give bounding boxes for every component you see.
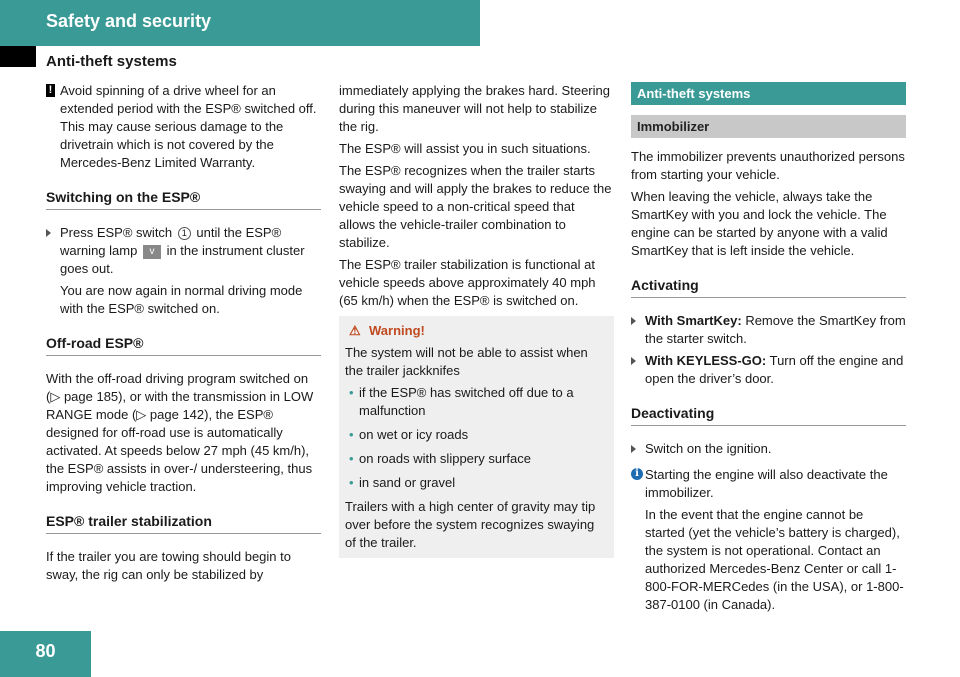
info-note — [631, 466, 906, 502]
page-number: 80 — [0, 631, 91, 677]
step-arrow-icon — [631, 317, 636, 325]
warning-item — [345, 384, 608, 420]
warning-title — [345, 322, 608, 340]
warning-footer: Trailers with a high center of gravity may tip over before the system recognizes swaying of the trailer. — [345, 499, 596, 550]
heading-deactivating: Deactivating — [631, 404, 906, 426]
warning-item — [345, 426, 608, 444]
warning-triangle-icon: ⚠ — [349, 323, 361, 338]
immobilizer-text-2: When leaving the vehicle, always take the SmartKey with you and lock the vehicle. The engine can be started by anyone with a valid SmartKey that is left inside the vehicle. — [631, 189, 888, 258]
step-text-b: until the ESP® warning lamp — [60, 225, 282, 258]
step-text: Turn off the engine and open the driver’s door. — [645, 353, 904, 386]
column-1 — [46, 82, 321, 588]
immobilizer-text-1: The immobilizer prevents unauthorized persons from starting your vehicle. — [631, 149, 905, 182]
col2-paragraph-1: immediately applying the brakes hard. Steering during this maneuver will not help to stabilize the rig. — [339, 83, 610, 134]
warning-title-text: Warning! — [369, 323, 425, 338]
column-2 — [339, 82, 614, 558]
column-3 — [631, 82, 906, 618]
heading-switching-on-esp: Switching on the ESP® — [46, 188, 321, 210]
col2-paragraph-3: The ESP® recognizes when the trailer starts swaying and will apply the brakes to reduce the vehicle speed to a non-critical speed that allows the vehicle-trailer combination to stabilize. — [339, 163, 612, 250]
warning-item — [345, 450, 608, 468]
step-text-a: Press ESP® switch — [60, 225, 173, 240]
col2-paragraph-2: The ESP® will assist you in such situations. — [339, 141, 591, 156]
step-arrow-icon — [631, 445, 636, 453]
step-text: Switch on the ignition. — [645, 441, 772, 456]
esp-warning-lamp-icon: v — [143, 245, 161, 259]
heading-activating: Activating — [631, 276, 906, 298]
info-text-2: In the event that the engine cannot be started (yet the vehicle’s battery is charged), the system is not operational. Contact an authorized Mercedes-Benz Center or call 1-800-FOR-MERCedes (in the USA), or 1-800-387-0100 (in Canada). — [645, 507, 904, 612]
warning-item-text: on roads with slippery surface — [359, 451, 531, 466]
warning-item — [345, 474, 608, 492]
bullet-dot-icon: • — [349, 385, 354, 400]
immobilizer-subtitle: Immobilizer — [631, 115, 906, 138]
caution-text: Avoid spinning of a drive wheel for an extended period with the ESP® switched off. This may cause serious damage to the drivetrain which is not covered by the Mercedes-Benz Limited Warranty. — [60, 83, 317, 170]
offroad-text: With the off-road driving program switched on (▷ page 185), or with the transmission in LOW RANGE mode (▷ page 142), the ESP® designed for off-road use is automatically activated. At speeds below 27 mph (45 km/h), the ESP® assists in over-/ understeering, thus improving vehicle traction. — [46, 371, 314, 494]
step-text-c: in the instrument cluster goes out. — [60, 243, 305, 276]
step-label: With SmartKey: — [645, 313, 742, 328]
activate-step-keyless-go — [631, 352, 906, 388]
callout-number-icon: 1 — [178, 227, 191, 240]
anti-theft-bar-title: Anti-theft systems — [631, 82, 906, 105]
step-arrow-icon — [46, 229, 51, 237]
bullet-dot-icon: • — [349, 427, 354, 442]
info-icon: i — [631, 468, 643, 480]
step-text: Remove the SmartKey from the starter switch. — [645, 313, 906, 346]
info-text-1: Starting the engine will also deactivate the immobilizer. — [645, 467, 888, 500]
chapter-title: Safety and security — [46, 11, 212, 31]
warning-item-text: if the ESP® has switched off due to a malfunction — [359, 385, 574, 418]
deactivate-step — [631, 440, 906, 458]
warning-item-text: on wet or icy roads — [359, 427, 469, 442]
warning-item-text: in sand or gravel — [359, 475, 456, 490]
activate-step-smartkey — [631, 312, 906, 348]
chapter-header — [0, 0, 480, 46]
step-press-esp — [46, 224, 321, 278]
step-result: You are now again in normal driving mode with the ESP® switched on. — [60, 283, 303, 316]
caution-note — [46, 82, 321, 172]
heading-trailer-stabilization: ESP® trailer stabilization — [46, 512, 321, 534]
step-label: With KEYLESS-GO: — [645, 353, 767, 368]
step-arrow-icon — [631, 357, 636, 365]
heading-offroad-esp: Off-road ESP® — [46, 334, 321, 356]
warning-box — [339, 316, 614, 558]
trailer-text: If the trailer you are towing should begin to sway, the rig can only be stabilized by — [46, 549, 291, 582]
col2-paragraph-4: The ESP® trailer stabilization is functional at vehicle speeds above approximately 40 mph (65 km/h) when the ESP® is switched on. — [339, 257, 596, 308]
warning-intro: The system will not be able to assist when the trailer jackknifes — [345, 345, 588, 378]
corner-marker — [0, 46, 36, 67]
section-title: Anti-theft systems — [46, 53, 177, 70]
bullet-dot-icon: • — [349, 451, 354, 466]
bullet-dot-icon: • — [349, 475, 354, 490]
exclamation-icon: ! — [46, 84, 55, 97]
